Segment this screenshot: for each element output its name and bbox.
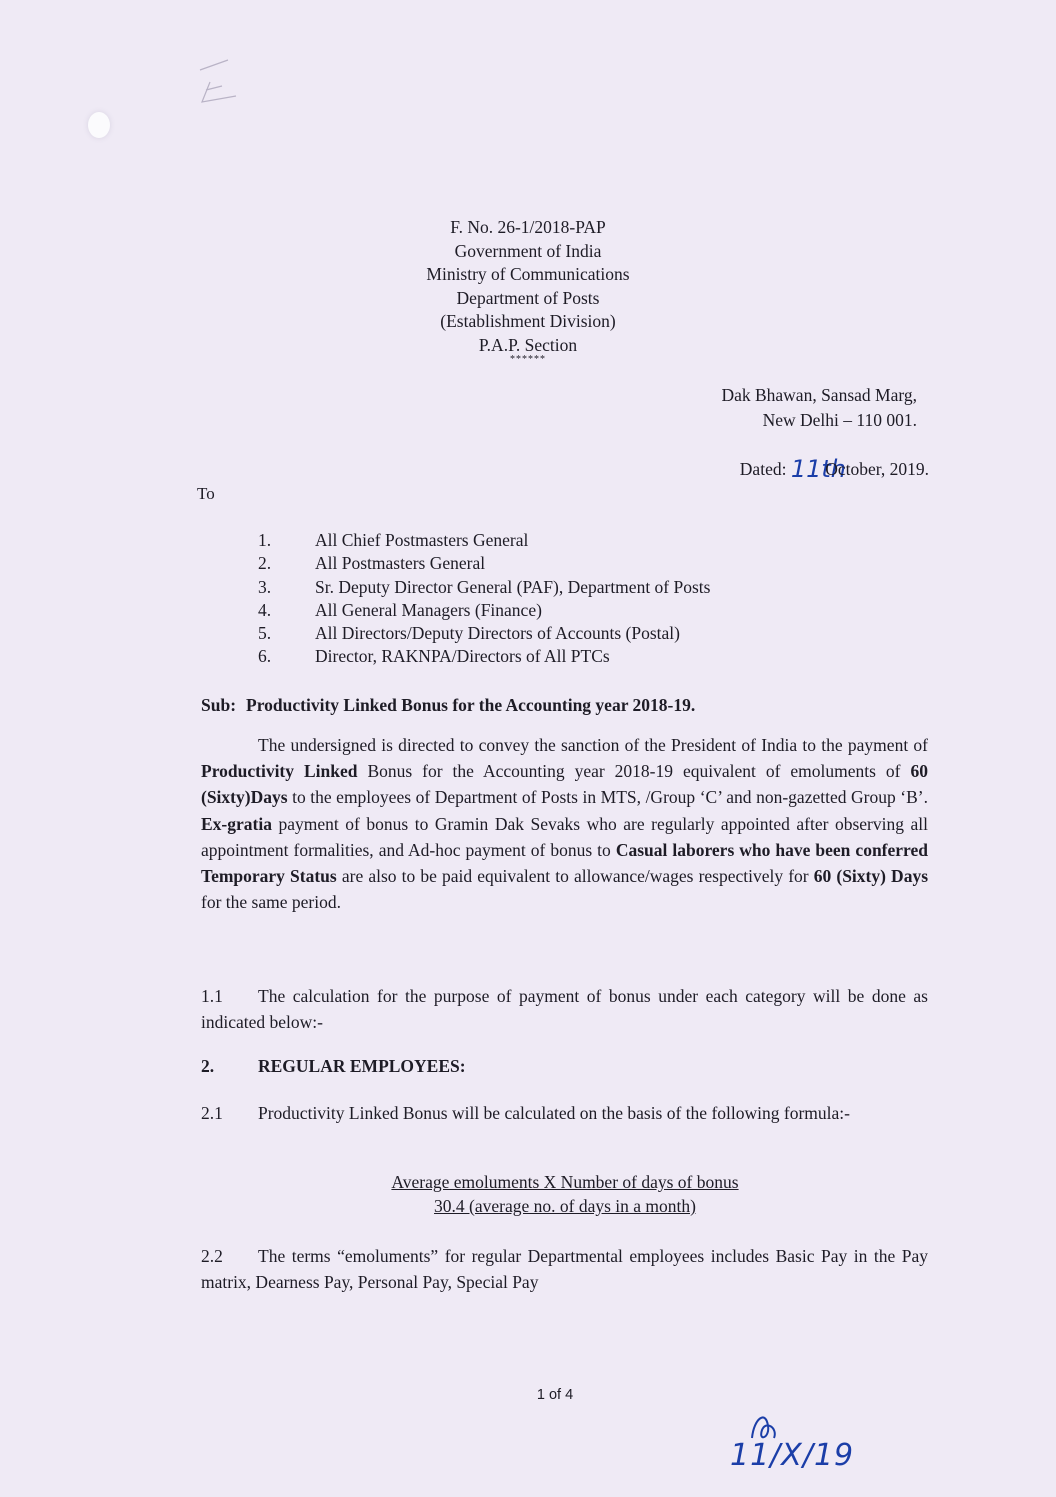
address-block [721, 383, 917, 433]
paragraph-1-1: 1.1 The calculation for the purpose of payment of bonus under each category will be done as indicated below:- [201, 986, 928, 1033]
list-item: 4. All General Managers (Finance) [258, 599, 542, 620]
to-label: To [197, 484, 215, 503]
ministry: Ministry of Communications [426, 264, 630, 284]
section-2-heading: 2. REGULAR EMPLOYEES: [201, 1056, 466, 1076]
bonus-formula [0, 1170, 1056, 1218]
formula-numerator: Average emoluments X Number of days of bonus [391, 1172, 739, 1192]
recipient-list [258, 529, 710, 669]
department: Department of Posts [456, 287, 600, 308]
date-line [740, 455, 929, 483]
main-paragraph: The undersigned is directed to convey the sanction of the President of India to the payment of Productivity Linked Bonus for the Accounting year 2018-19 equivalent of emoluments of 60 (Sixty)Days to the employees of Department of Posts in MTS, /Group ‘C’ and non-gazetted Group ‘B’. Ex-gratia payment of bonus to Gramin Dak Sevaks who are regularly appointed after observing all appointment formalities, and Ad-hoc payment of bonus to Casual laborers who have been conferred Temporary Status are also to be paid equivalent to allowance/wages respectively for 60 (Sixty) Days for the same period. [201, 735, 928, 913]
division: (Establishment Division) [440, 311, 616, 331]
punch-hole [88, 112, 110, 138]
list-item: 2. All Postmasters General [258, 553, 486, 574]
handwritten-signature [730, 1408, 880, 1488]
address-line-1: Dak Bhawan, Sansad Marg, [721, 385, 917, 405]
paragraph-2-2: 2.2 The terms “emoluments” for regular Departmental employees includes Basic Pay in the Pay matrix, Dearness Pay, Personal Pay, Special Pay [201, 1246, 928, 1293]
subject-label: Sub: [201, 695, 237, 715]
dated-rest: October, 2019. [825, 459, 929, 479]
list-item: 3. Sr. Deputy Director General (PAF), Department of Posts [258, 576, 711, 597]
list-item: 6. Director, RAKNPA/Directors of All PTCs [258, 646, 610, 667]
list-item: 1. All Chief Postmasters General [258, 530, 529, 550]
paragraph-2-1: 2.1 Productivity Linked Bonus will be calculated on the basis of the following formula:- [201, 1103, 850, 1123]
pencil-mark [188, 52, 258, 112]
file-number: F. No. 26-1/2018-PAP [450, 217, 606, 237]
subject-line [201, 695, 695, 716]
page-number: 1 of 4 [536, 1387, 574, 1403]
letter-header [0, 216, 1056, 365]
dated-label: Dated: [739, 459, 787, 479]
formula-denominator: 30.4 (average no. of days in a month) [434, 1196, 696, 1216]
address-line-2: New Delhi – 110 001. [762, 410, 917, 430]
government: Government of India [454, 240, 602, 261]
list-item: 5. All Directors/Deputy Directors of Accounts (Postal) [258, 623, 680, 644]
section: P.A.P. Section [478, 334, 578, 355]
subject-text: Productivity Linked Bonus for the Accounting year 2018-19. [246, 695, 696, 715]
handwritten-day: 11th [790, 455, 846, 483]
separator-stars: ****** [510, 354, 546, 365]
signature-date: 11/X/19 [730, 1438, 855, 1473]
